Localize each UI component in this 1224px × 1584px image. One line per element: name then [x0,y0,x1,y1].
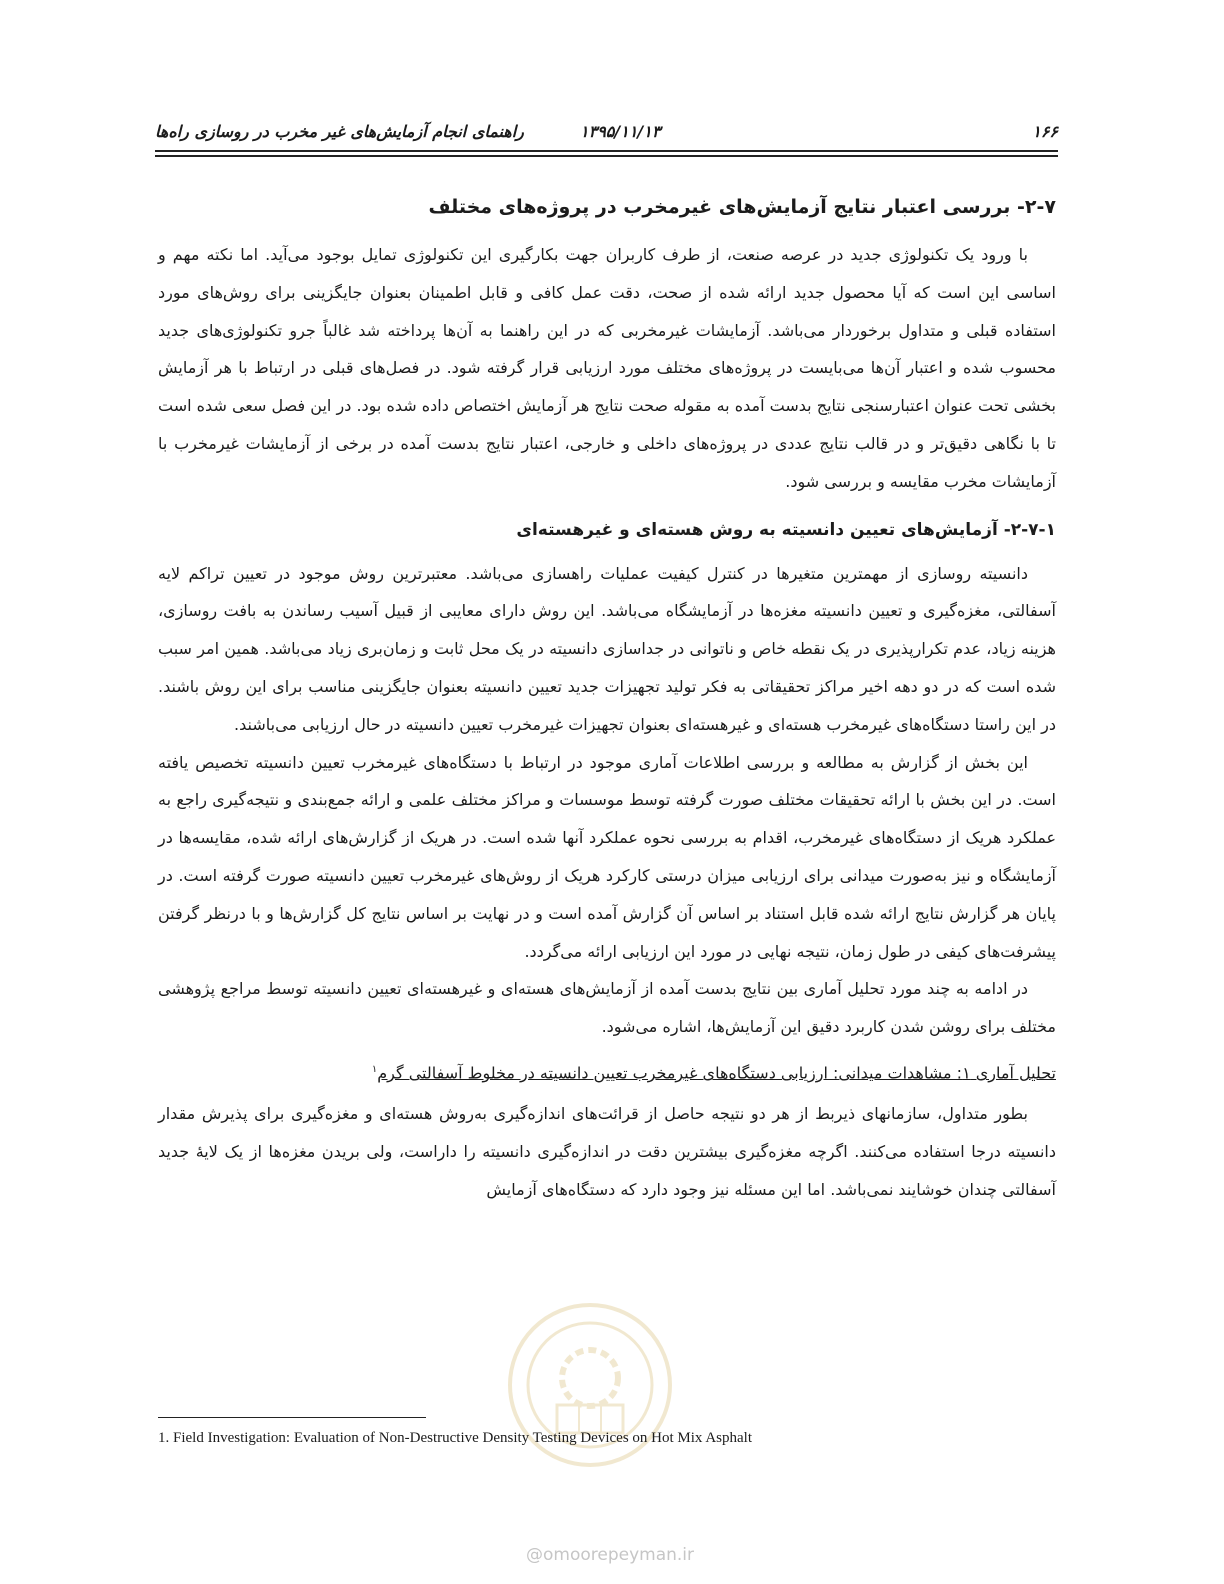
subsection-paragraph-1: دانسیته روسازی از مهمترین متغیرها در کنترل کیفیت عملیات راهسازی می‌باشد. معتبرترین روش موجود در تعیین تراکم لایه آسفالتی، مغزه‌گیری و تعیین دانسیته مغزه‌ها در آزمایشگاه می‌باشد. این روش دارای معایبی از قبیل آسیب رساندن به بافت روسازی، هزینه زیاد، عدم تکرارپذیری در یک نقطه خاص و ناتوانی در جداسازی دانسیته در یک محل ثابت و زمان‌بری زیاد می‌باشد. همین امر سبب شده است که در دو دهه اخیر مراکز تحقیقاتی به فکر تولید تجهیزات جدید تعیین دانسیته بعنوان جایگزینی مناسب برای این روش باشند. در این راستا دستگاه‌های غیرمخرب هسته‌ای و غیرهسته‌ای بعنوان تجهیزات غیرمخرب تعیین دانسیته در حال ارزیابی می‌باشند. [158,563,1056,734]
page-header [155,118,1058,148]
section-title: ۲-۷- بررسی اعتبار نتایج آزمایش‌های غیرمخرب در پروژه‌های مختلف [428,196,1056,218]
subsection-paragraph-2: این بخش از گزارش به مطالعه و بررسی اطلاعات آماری موجود در ارتباط با دستگاه‌های غیرمخرب تعیین دانسیته تخصیص یافته است. در این بخش با ارائه تحقیقات مختلف صورت گرفته توسط موسسات و مراکز مختلف علمی و ارائه جمع‌بندی و نتیجه‌گیری راجع به عملکرد هریک از دستگاه‌های غیرمخرب، اقدام به بررسی نحوه عملکرد آنها شده است. در هریک از گزارش‌های ارائه شده، مقایسه‌ها در آزمایشگاه و نیز به‌صورت میدانی برای ارزیابی میزان درستی کارکرد هریک از روش‌های غیرمخرب تعیین دانسیته صورت گرفته است. در پایان هر گزارش نتایج ارائه شده قابل استناد بر اساس آن گزارش آمده است و در نهایت بر اساس نتایج کل گزارش‌ها و با درنظر گرفتن پیشرفت‌های کیفی در طول زمان، نتیجه نهایی در مورد این ارزیابی ارائه می‌گردد. [158,752,1056,961]
header-doc-title: راهنمای انجام آزمایش‌های غیر مخرب در روسازی راه‌ها [155,122,524,141]
watermark-at-icon: @ [525,1545,543,1565]
statistical-analysis-title [158,1052,1056,1091]
page-number: ۱۶۶ [1032,122,1058,141]
header-rule-bottom [155,155,1058,157]
page-content [158,190,1056,1209]
footnote-divider [158,1417,426,1418]
watermark-site [510,1545,710,1565]
statistical-analysis-text: تحلیل آماری ۱: مشاهدات میدانی: ارزیابی دستگاه‌های غیرمخرب تعیین دانسیته در مخلوط آسفالتی گرم [377,1063,1056,1083]
footnote: 1. Field Investigation: Evaluation of Non-Destructive Density Testing Devices on Hot Mix Asphalt [158,1430,753,1446]
header-date: ۱۳۹۵/۱۱/۱۳ [580,122,661,141]
footnote-marker: ۱ [371,1063,378,1075]
header-rule-top [155,150,1058,152]
final-paragraph: بطور متداول، سازمانهای ذیربط از هر دو نتیجه حاصل از قرائت‌های اندازه‌گیری به‌روش هسته‌ای و مغزه‌گیری برای پذیرش مقدار دانسیته درجا استفاده می‌کنند. اگرچه مغزه‌گیری بیشترین دقت در اندازه‌گیری دانسیته را داراست، ولی بریدن مغزه‌ها از یک لایهٔ جدید آسفالتی چندان خوشایند نمی‌باشد. اما این مسئله نیز وجود دارد که دستگاه‌های آزمایش [158,1104,1056,1199]
subsection-title: ۲-۷-۱- آزمایش‌های تعیین دانسیته به روش هسته‌ای و غیرهسته‌ای [516,519,1056,540]
subsection-paragraph-3: در ادامه به چند مورد تحلیل آماری بین نتایج بدست آمده از آزمایش‌های هسته‌ای و غیرهسته‌ای تعیین دانسیته توسط مراجع پژوهشی مختلف برای روشن شدن کاربرد دقیق این آزمایش‌ها، اشاره می‌شود. [158,979,1056,1037]
watermark-site-text: omoorepeyman.ir [542,1545,695,1565]
section-paragraph: با ورود یک تکنولوژی جدید در عرصه صنعت، از طرف کاربران جهت بکارگیری این تکنولوژی تمایل بوجود می‌آید. اما نکته مهم و اساسی این است که آیا محصول جدید ارائه شده از صحت، دقت عمل کافی و قابل اطمینان بعنوان جایگزینی برای روش‌های مورد استفاده قبلی و متداول برخوردار می‌باشد. آزمایشات غیرمخربی که در این راهنما به آن‌ها پرداخته شد غالباً جرو تکنولوژی‌های جدید محسوب شده و اعتبار آن‌ها می‌بایست در پروژه‌های مختلف مورد ارزیابی قرار گرفته شود. در فصل‌های قبلی در ارتباط با هر آزمایش بخشی تحت عنوان اعتبارسنجی نتایج بدست آمده به مقوله صحت نتایج هر آزمایش اختصاص داده شده بود. در این فصل سعی شده است تا با نگاهی دقیق‌تر و در قالب نتایج عددی در پروژه‌های داخلی و خارجی، اعتبار نتایج بدست آمده در برخی از آزمایشات غیرمخرب با آزمایشات مخرب مقایسه و بررسی شود. [158,245,1056,491]
